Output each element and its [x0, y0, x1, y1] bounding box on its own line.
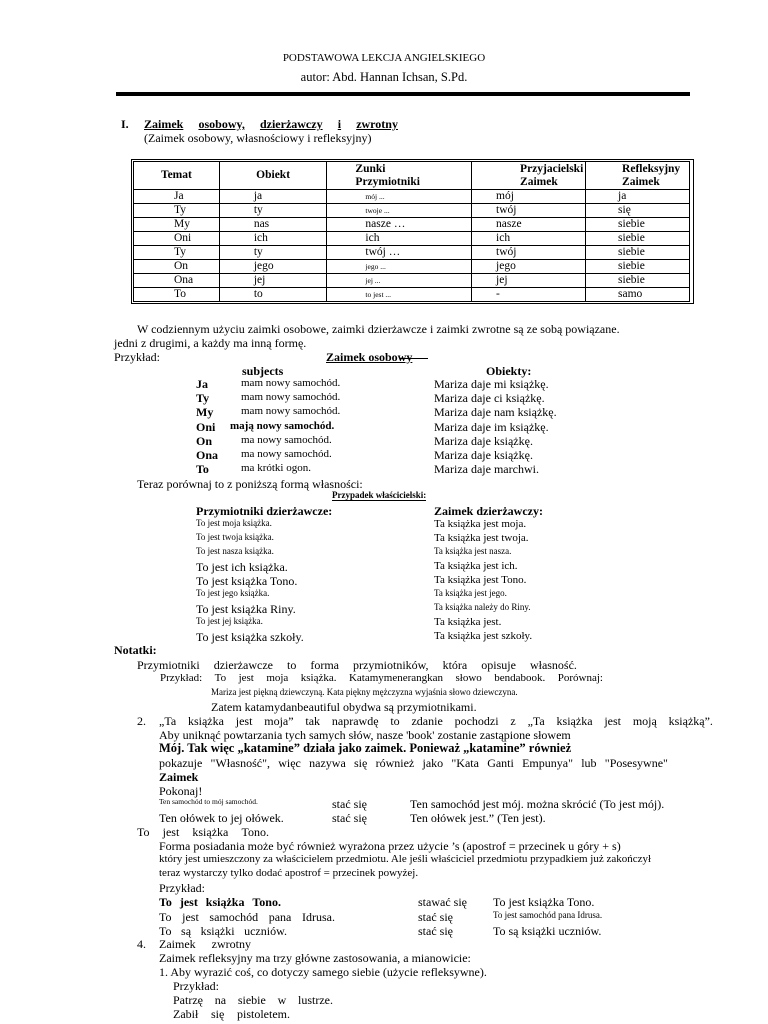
note-1-word: opisuje — [481, 658, 516, 672]
subjects-header: subjects — [242, 364, 284, 378]
personal-object-example: Mariza daje nam książkę. — [434, 405, 557, 420]
table-cell: jej — [472, 274, 586, 288]
table-cell: Oni — [134, 232, 220, 246]
possessive-adjective-example: To jest książka szkoły. — [196, 630, 304, 644]
note-2-line-4 — [159, 756, 668, 771]
note-1-example-word: Katamymenerangkan — [348, 672, 444, 684]
possessive-pronoun-example: Ta książka należy do Riny. — [434, 602, 531, 612]
personal-sentence: mam nowy samochód. — [241, 391, 341, 404]
personal-sentence: mam nowy samochód. — [241, 377, 341, 389]
note-4-line-2: 1. Aby wyrazić coś, co dotyczy samego siebie (użycie refleksywne). — [159, 965, 487, 979]
personal-sentence: mam nowy samochód. — [241, 405, 341, 418]
personal-sentence: ma krótki ogon. — [241, 462, 311, 475]
note-1-example-word: moja — [266, 672, 289, 684]
table-cell: ich — [472, 232, 586, 246]
note-2-line-4-word: nazywa — [309, 756, 346, 770]
note-4-title-word: zwrotny — [211, 937, 251, 951]
table-row — [134, 288, 690, 302]
section-heading-word: osobowy, — [198, 117, 245, 131]
table-row — [134, 246, 690, 260]
note-3-example-word: samochód — [209, 909, 259, 924]
table-cell: jego ... — [327, 260, 472, 274]
personal-sentence: mają nowy samochód. — [230, 419, 335, 432]
compare-text: Teraz porównaj to z poniższą formą własności: — [137, 477, 363, 491]
pronoun-table — [131, 159, 694, 304]
table-cell: jej — [219, 274, 327, 288]
note-3-example-word: jest — [179, 895, 198, 909]
note-2-line-4-word: "Własność", — [210, 756, 270, 770]
personal-pronoun-title: Zaimek osobowy — [326, 350, 413, 364]
note-2-line-5: Zaimek — [159, 770, 199, 784]
table-row — [134, 190, 690, 204]
possessive-adjective-example: To jest jej książka. — [196, 616, 263, 626]
table-cell: twój — [472, 246, 586, 260]
table-cell: mój — [472, 190, 586, 204]
table-cell: ich — [219, 232, 327, 246]
possessive-adjective-example: To jest twoja książka. — [196, 532, 274, 542]
note-3-example-word: uczniów. — [244, 924, 287, 938]
note-2-line-4-word: się — [354, 756, 368, 770]
note-2-line-4-word: więc — [278, 756, 301, 770]
note-1-example — [160, 672, 603, 684]
table-row — [134, 218, 690, 232]
personal-subject: Ty — [196, 391, 210, 406]
note-1-word: przymiotników, — [353, 658, 429, 672]
table-cell: siebie — [586, 260, 690, 274]
possessive-adjective-example: To jest książka Riny. — [196, 602, 296, 616]
note-1-example-word: bendabook. — [494, 672, 546, 684]
table-cell: siebie — [586, 246, 690, 260]
note-2-line-6: Pokonaj! — [159, 784, 203, 798]
table-header-cell: Refleksyjny Zaimek — [586, 162, 690, 190]
note-2-line-1-word: moja” — [264, 714, 294, 728]
note-3-example-word: książka — [205, 895, 245, 909]
note-2-line-2: Aby uniknąć powtarzania tych samych słów, nasze 'book' zostanie zastąpione słowem — [159, 728, 571, 742]
note-3-title-word: książka — [192, 825, 229, 839]
note-1-example-word: Porównaj: — [557, 672, 603, 684]
note-2-line-1-word: książką”. — [668, 714, 713, 728]
note-2-line-1-word: „Ta — [527, 714, 545, 728]
intro-line-2: jedni z drugimi, a każdy ma inną formę. — [114, 336, 307, 350]
note-2-line-1-word: zdanie — [411, 714, 443, 728]
note-2-line-1-word: jest — [235, 714, 253, 728]
note-2-line-1-word: pochodzi — [454, 714, 499, 728]
personal-subject: On — [196, 433, 213, 448]
note-3-example-word: są — [181, 924, 192, 938]
section-heading-word: Zaimek — [144, 117, 184, 131]
personal-subject: Ona — [196, 448, 219, 462]
note-1-example-3: Zatem katamydanbeautiful obydwa są przymiotnikami. — [211, 700, 477, 714]
note-3-line-2: który jest umieszczony za właścicielem przedmiotu. Ale jeśli właściciel przedmiotu przypadkiem już zakończył — [159, 853, 652, 865]
note-2-example-1-b: stać się — [332, 797, 367, 811]
note-2-line-1-word: książka — [556, 714, 593, 728]
objects-header: Obiekty: — [486, 364, 532, 378]
possessive-adjective-example: To jest nasza książka. — [196, 546, 274, 556]
note-1-word: która — [442, 658, 468, 672]
note-3-title-word: Tono. — [241, 825, 269, 839]
table-cell: ty — [219, 204, 327, 218]
note-3-example-label: Przykład: — [159, 881, 205, 895]
personal-object-example: Mariza daje marchwi. — [434, 462, 539, 477]
table-cell: To — [134, 288, 220, 302]
table-header-cell: Temat — [134, 162, 220, 190]
table-cell: mój ... — [327, 190, 472, 204]
note-4-number: 4. — [137, 937, 146, 951]
note-2-line-1-word: „Ta — [159, 714, 177, 728]
note-1-word: dzierżawcze — [213, 658, 273, 672]
note-3-title — [137, 825, 269, 840]
note-2-line-4-word: "Kata — [451, 756, 479, 770]
note-2-line-4-word: Ganti — [487, 756, 514, 770]
possessive-adj-header: Przymiotniki dzierżawcze: — [196, 504, 333, 518]
note-3-example-word: jest — [182, 909, 199, 924]
personal-object-example: Mariza daje książkę. — [434, 433, 533, 448]
note-2-line-4-word: lub — [581, 756, 597, 770]
note-1-example-2: Mariza jest piękną dziewczyną. Kata piękny mężczyzna wyjaśnia słowo dziewczyna. — [211, 687, 518, 697]
note-3-example-word: Tono. — [252, 895, 281, 909]
personal-sentence: ma nowy samochód. — [241, 433, 332, 446]
note-4-example-1 — [173, 993, 333, 1008]
table-row — [134, 232, 690, 246]
note-2-line-4-word: "Posesywne" — [604, 756, 668, 770]
note-4-title-word: Zaimek — [159, 937, 196, 951]
note-4-example-1-word: na — [214, 993, 227, 1007]
note-2-line-4-word: jako — [422, 756, 444, 770]
table-row — [134, 260, 690, 274]
note-1-text — [137, 658, 577, 673]
note-2-example-1-c: Ten samochód jest mój. można skrócić (To jest mój). — [410, 797, 665, 811]
note-1-word: własność. — [529, 658, 577, 672]
table-cell: Ty — [134, 204, 220, 218]
note-4-title — [159, 937, 251, 952]
note-3-line-3: teraz wystarczy tylko dodać apostrof = przecinek powyżej. — [159, 867, 419, 879]
note-2-line-1 — [159, 714, 713, 729]
intro-line-1: W codziennym użyciu zaimki osobowe, zaimki dzierżawcze i zaimki zwrotne są ze sobą powiązane. — [137, 322, 620, 336]
possessive-pronoun-example: Ta książka jest twoja. — [434, 532, 529, 544]
note-3-title-word: jest — [162, 825, 180, 839]
note-3-example-verb: stać się — [418, 909, 453, 924]
table-row — [134, 204, 690, 218]
note-4-example-2-word: Zabił — [173, 1007, 199, 1021]
note-2-line-1-word: z — [510, 714, 516, 728]
table-cell: się — [586, 204, 690, 218]
note-1-word: forma — [310, 658, 339, 672]
possessive-pronoun-example: Ta książka jest ich. — [434, 560, 518, 572]
note-4-example-2-word: pistoletem. — [236, 1007, 290, 1021]
possessive-pronoun-example: Ta książka jest nasza. — [434, 546, 512, 556]
note-3-example-word: To — [159, 909, 172, 924]
note-3-title-word: To — [137, 825, 150, 839]
table-header-cell: Zunki Przymiotniki — [327, 162, 472, 190]
note-4-example-label: Przykład: — [173, 979, 219, 993]
note-3-example-word: książki — [200, 924, 235, 938]
note-1-example-word: książka. — [300, 672, 337, 684]
table-cell: jego — [219, 260, 327, 274]
note-2-line-1-word: to — [390, 714, 400, 728]
table-cell: ty — [219, 246, 327, 260]
note-3-example-word: pana — [268, 909, 292, 924]
note-1-example-word: Przykład: — [160, 672, 203, 684]
personal-object-example: Mariza daje mi książkę. — [434, 377, 549, 391]
possessive-adjective-example: To jest książka Tono. — [196, 574, 298, 588]
section-number: I. — [121, 117, 129, 131]
table-cell: ich — [327, 232, 472, 246]
note-4-example-1-word: lustrze. — [297, 993, 333, 1007]
note-4-example-1-word: Patrzę — [173, 993, 203, 1007]
table-cell: nasze … — [327, 218, 472, 232]
possessive-pronoun-example: Ta książka jest jego. — [434, 588, 507, 598]
personal-subject: To — [196, 462, 209, 477]
note-2-line-1-word: książka — [187, 714, 224, 728]
personal-subject: Oni — [196, 419, 216, 434]
personal-sentence: ma nowy samochód. — [241, 448, 332, 460]
table-cell: Ty — [134, 246, 220, 260]
table-row — [134, 274, 690, 288]
note-3-example-word: To — [159, 895, 172, 909]
note-2-line-1-word: tak — [305, 714, 321, 728]
note-1-example-word: słowo — [455, 672, 482, 684]
note-3-example-result: To jest samochód pana Idrusa. — [493, 909, 603, 920]
note-1-word: to — [286, 658, 297, 672]
table-cell: Ja — [134, 190, 220, 204]
personal-subject: Ja — [196, 377, 208, 391]
table-header-cell: Obiekt — [219, 162, 327, 190]
possessive-pronoun-example: Ta książka jest moja. — [434, 518, 527, 530]
section-subheading: (Zaimek osobowy, własnościowy i refleksyjny) — [144, 131, 372, 145]
possessive-pron-header: Zaimek dzierżawczy: — [434, 504, 543, 518]
note-2-example-2-c: Ten ołówek jest.” (Ten jest). — [410, 811, 546, 825]
possessive-pronoun-example: Ta książka jest. — [434, 616, 502, 628]
possessive-adjective-example: To jest moja książka. — [196, 518, 272, 528]
table-cell: twój … — [327, 246, 472, 260]
document-title: PODSTAWOWA LEKCJA ANGIELSKIEGO — [282, 52, 486, 64]
table-cell: siebie — [586, 274, 690, 288]
note-2-line-1-word: jest — [604, 714, 621, 728]
table-cell: nas — [219, 218, 327, 232]
table-cell: - — [472, 288, 586, 302]
note-3-example-sentence — [159, 895, 281, 910]
document-author: autor: Abd. Hannan Ichsan, S.Pd. — [300, 70, 468, 84]
note-1-example-word: To — [214, 672, 227, 684]
table-cell: twoje ... — [327, 204, 472, 218]
possessive-case-label: Przypadek właścicielski: — [332, 490, 427, 500]
table-cell: siebie — [586, 218, 690, 232]
table-cell: My — [134, 218, 220, 232]
notes-label: Notatki: — [114, 643, 157, 657]
note-4-example-1-word: siebie — [237, 993, 266, 1007]
note-4-example-2-word: się — [210, 1007, 225, 1021]
table-cell: jego — [472, 260, 586, 274]
table-cell: jej ... — [327, 274, 472, 288]
personal-object-example: Mariza daje ci książkę. — [434, 391, 545, 406]
section-heading-word: zwrotny — [356, 117, 398, 131]
possessive-pronoun-example: Ta książka jest Tono. — [434, 574, 527, 586]
note-3-example-result: To jest książka Tono. — [493, 895, 595, 909]
table-cell: to jest ... — [327, 288, 472, 302]
section-heading-word: i — [337, 117, 342, 131]
section-heading — [144, 117, 398, 132]
note-2-line-4-word: również — [375, 756, 415, 770]
title-underline-extension — [400, 358, 428, 359]
table-cell: to — [219, 288, 327, 302]
personal-object-example: Mariza daje im książkę. — [434, 419, 549, 434]
table-header-cell: Przyjacielski Zaimek — [472, 162, 586, 190]
note-1-example-word: jest — [238, 672, 254, 684]
personal-subject: My — [196, 405, 214, 420]
table-cell: Ona — [134, 274, 220, 288]
note-4-example-2 — [173, 1007, 290, 1022]
table-cell: twój — [472, 204, 586, 218]
note-3-example-verb: stawać się — [418, 895, 467, 909]
note-2-example-2-a: Ten ołówek to jej ołówek. — [159, 811, 284, 825]
note-3-example-word: To — [159, 924, 172, 938]
personal-object-example: Mariza daje książkę. — [434, 448, 533, 462]
note-4-line-1: Zaimek refleksyjny ma trzy główne zastosowania, a mianowicie: — [159, 951, 471, 965]
possessive-pronoun-example: Ta książka jest szkoły. — [434, 630, 533, 642]
table-cell: siebie — [586, 232, 690, 246]
note-2-line-1-word: naprawdę — [331, 714, 379, 728]
example-label: Przykład: — [114, 350, 160, 364]
note-3-example-sentence — [159, 910, 335, 925]
note-2-line-1-word: moją — [632, 714, 657, 728]
possessive-adjective-example: To jest jego książka. — [196, 588, 270, 598]
note-2-line-4-word: pokazuje — [159, 756, 203, 770]
note-3-example-result: To są książki uczniów. — [493, 924, 602, 938]
table-cell: ja — [586, 190, 690, 204]
note-2-line-3: Mój. Tak więc „katamine” działa jako zaimek. Ponieważ „katamine” również — [159, 741, 572, 755]
note-2-number: 2. — [137, 714, 146, 728]
note-2-line-4-word: Empunya" — [522, 756, 573, 770]
table-cell: samo — [586, 288, 690, 302]
section-heading-word: dzierżawczy — [259, 117, 323, 131]
note-2-example-2-b: stać się — [332, 811, 367, 825]
possessive-adjective-example: To jest ich książka. — [196, 560, 288, 574]
note-3-example-word: Idrusa. — [301, 909, 335, 924]
table-cell: ja — [219, 190, 327, 204]
note-4-example-1-word: w — [277, 993, 287, 1007]
table-cell: nasze — [472, 218, 586, 232]
note-3-example-verb: stać się — [418, 924, 453, 938]
note-1-word: Przymiotniki — [137, 658, 200, 672]
note-3-line-1: Forma posiadania może być również wyrażona przez użycie ’s (apostrof = przecinek u góry + s) — [159, 839, 621, 853]
header-rule — [116, 92, 690, 96]
table-cell: On — [134, 260, 220, 274]
note-2-example-1-a: Ten samochód to mój samochód. — [159, 797, 258, 806]
